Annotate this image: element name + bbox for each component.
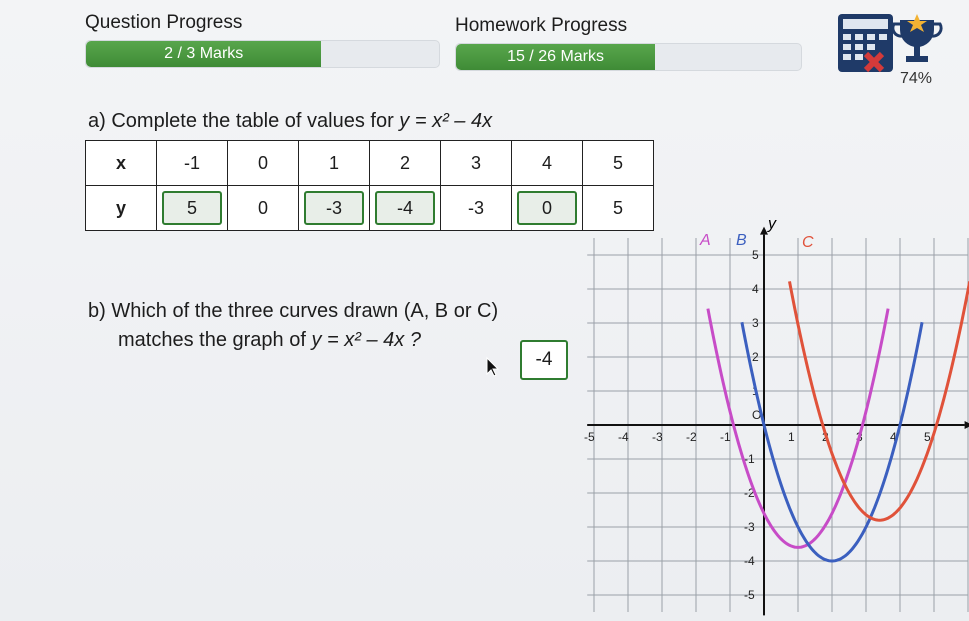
y-input-cell	[157, 186, 228, 231]
x-cell: 5	[583, 141, 654, 186]
y-input[interactable]: -3	[304, 191, 364, 225]
y-tick-label: 5	[752, 248, 759, 262]
x-tick-label: 5	[924, 430, 931, 444]
x-cell: 4	[512, 141, 583, 186]
curve-label-a: A	[700, 232, 711, 249]
x-tick-label: 2	[822, 430, 829, 444]
x-cell: 1	[299, 141, 370, 186]
homework-progress-label: Homework Progress	[455, 15, 628, 36]
y-cell: -3	[441, 186, 512, 231]
x-header: x	[86, 141, 157, 186]
x-tick-label: -4	[618, 430, 629, 444]
part-b-line2: matches the graph of y = x² – 4x ?	[118, 329, 421, 351]
curve-label-c: C	[802, 234, 814, 251]
y-input-cell	[512, 186, 583, 231]
y-header: y	[86, 186, 157, 231]
x-tick-label: 3	[856, 430, 863, 444]
table-row-y	[86, 186, 654, 231]
y-cell: 0	[228, 186, 299, 231]
homework-progress-text: 15 / 26 Marks	[507, 48, 604, 65]
homework-percent: 74%	[900, 70, 933, 87]
y-input[interactable]: 5	[162, 191, 222, 225]
curves-graph	[584, 215, 969, 621]
question-progress-text: 2 / 3 Marks	[164, 45, 244, 62]
y-tick-label: -1	[744, 452, 755, 466]
y-axis-label: y	[768, 215, 776, 233]
part-b-equation: y = x² – 4x ?	[311, 329, 421, 351]
y-axis-arrow	[760, 227, 768, 235]
table-row-x	[86, 141, 654, 186]
mouse-pointer-icon	[486, 357, 500, 377]
y-tick-label: 1	[752, 384, 759, 398]
y-tick-label: -5	[744, 588, 755, 602]
x-tick-label: -1	[720, 430, 731, 444]
part-a-equation: y = x² – 4x	[399, 110, 493, 132]
question-progress-label: Question Progress	[85, 12, 243, 33]
y-tick-label: -4	[744, 554, 755, 568]
x-cell: 2	[370, 141, 441, 186]
part-b-line1: b) Which of the three curves drawn (A, B or C)	[88, 300, 499, 322]
x-tick-label: -3	[652, 430, 663, 444]
homework-progress-bar	[455, 43, 802, 71]
x-tick-label: -2	[686, 430, 697, 444]
y-tick-label: 4	[752, 282, 759, 296]
x-cell: 0	[228, 141, 299, 186]
y-tick-label: 2	[752, 350, 759, 364]
y-input-cell	[370, 186, 441, 231]
graph-axes	[587, 227, 969, 616]
curve-c	[790, 281, 969, 520]
y-input[interactable]: -4	[375, 191, 435, 225]
x-tick-label: 1	[788, 430, 795, 444]
values-table	[85, 140, 654, 231]
x-tick-label: 4	[890, 430, 897, 444]
x-cell: 3	[441, 141, 512, 186]
part-a-prompt: a) Complete the table of values for y = x² – 4x	[88, 110, 493, 132]
y-input[interactable]: 0	[517, 191, 577, 225]
question-progress-bar	[85, 40, 440, 68]
x-tick-label: -5	[584, 430, 595, 444]
curve-label-b: B	[736, 232, 747, 249]
y-tick-label: -3	[744, 520, 755, 534]
x-cell: -1	[157, 141, 228, 186]
x-tick-label: O	[752, 408, 762, 422]
y-input-cell	[299, 186, 370, 231]
y-cell: 5	[583, 186, 654, 231]
answer-input[interactable]: -4	[520, 340, 568, 380]
y-tick-label: 3	[752, 316, 759, 330]
y-tick-label: -2	[744, 486, 755, 500]
